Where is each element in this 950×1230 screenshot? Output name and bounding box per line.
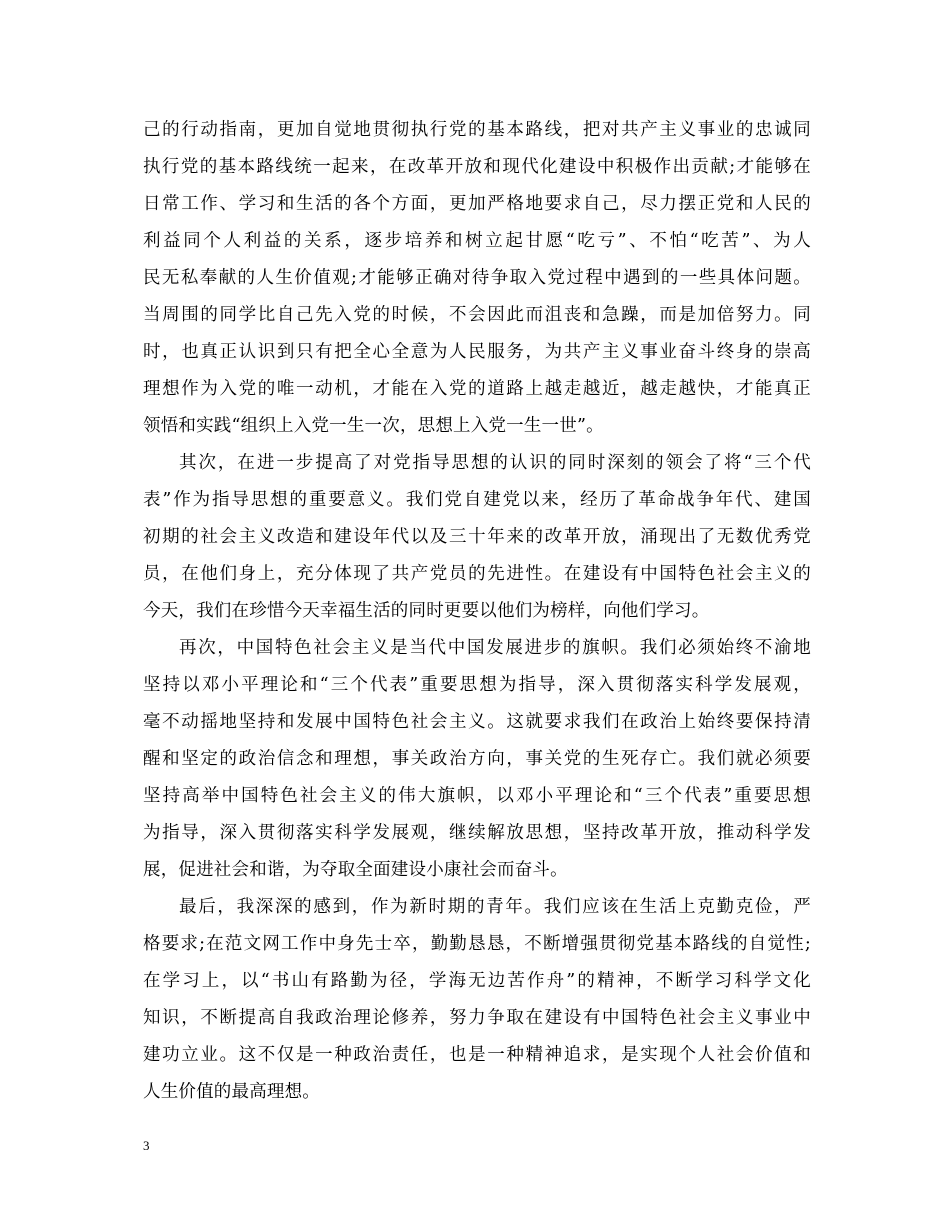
text-line: 人生价值的最高理想。 [143,1082,320,1102]
text-line: 初期的社会主义改造和建设年代以及三十年来的改革开放，涌现出了无数优秀党 [143,527,811,547]
paragraph-list [143,112,811,1111]
text-line: 日常工作、学习和生活的各个方面，更加严格地要求自己，尽力摆正党和人民的 [143,194,811,214]
text-line: 今天，我们在珍惜今天幸福生活的同时更要以他们为榜样，向他们学习。 [143,601,710,621]
text-line: 利益同个人利益的关系，逐步培养和树立起甘愿“吃亏”、不怕“吃苦”、为人 [143,231,811,251]
text-line: 其次，在进一步提高了对党指导思想的认识的同时深刻的领会了将“三个代 [179,453,811,473]
paragraph [143,630,811,889]
text-line: 当周围的同学比自己先入党的时候，不会因此而沮丧和急躁，而是加倍努力。同 [143,305,811,325]
text-line: 在学习上，以“书山有路勤为径，学海无边苦作舟”的精神，不断学习科学文化 [143,971,811,991]
text-line: 民无私奉献的人生价值观;才能够正确对待争取入党过程中遇到的一些具体问题。 [143,268,811,288]
text-line: 执行党的基本路线统一起来，在改革开放和现代化建设中积极作出贡献;才能够在 [143,157,811,177]
text-line: 坚持高举中国特色社会主义的伟大旗帜，以邓小平理论和“三个代表”重要思想 [143,786,811,806]
page-number: 3 [143,1138,150,1153]
text-line: 坚持以邓小平理论和“三个代表”重要思想为指导，深入贯彻落实科学发展观， [143,675,811,695]
text-line: 展，促进社会和谐，为夺取全面建设小康社会而奋斗。 [143,860,568,880]
paragraph [143,445,811,630]
text-line: 己的行动指南，更加自觉地贯彻执行党的基本路线，把对共产主义事业的忠诚同 [143,120,811,140]
text-line: 表”作为指导思想的重要意义。我们党自建党以来，经历了革命战争年代、建国 [143,490,811,510]
paragraph [143,889,811,1111]
text-line: 毫不动摇地坚持和发展中国特色社会主义。这就要求我们在政治上始终要保持清 [143,712,811,732]
document-body [143,112,811,1111]
text-line: 员，在他们身上，充分体现了共产党员的先进性。在建设有中国特色社会主义的 [143,564,811,584]
text-line: 知识，不断提高自我政治理论修养，努力争取在建设有中国特色社会主义事业中 [143,1008,811,1028]
text-line: 理想作为入党的唯一动机，才能在入党的道路上越走越近，越走越快，才能真正 [143,379,811,399]
text-line: 醒和坚定的政治信念和理想，事关政治方向，事关党的生死存亡。我们就必须要 [143,749,811,769]
text-line: 再次，中国特色社会主义是当代中国发展进步的旗帜。我们必须始终不渝地 [179,638,811,658]
text-line: 格要求;在范文网工作中身先士卒，勤勤恳恳，不断增强贯彻党基本路线的自觉性; [143,934,811,954]
text-line: 时，也真正认识到只有把全心全意为人民服务，为共产主义事业奋斗终身的崇高 [143,342,811,362]
text-line: 最后，我深深的感到，作为新时期的青年。我们应该在生活上克勤克俭，严 [179,897,811,917]
text-line: 为指导，深入贯彻落实科学发展观，继续解放思想，坚持改革开放，推动科学发 [143,823,811,843]
text-line: 建功立业。这不仅是一种政治责任，也是一种精神追求，是实现个人社会价值和 [143,1045,811,1065]
text-line: 领悟和实践“组织上入党一生一次，思想上入党一生一世”。 [143,416,604,436]
paragraph [143,112,811,445]
